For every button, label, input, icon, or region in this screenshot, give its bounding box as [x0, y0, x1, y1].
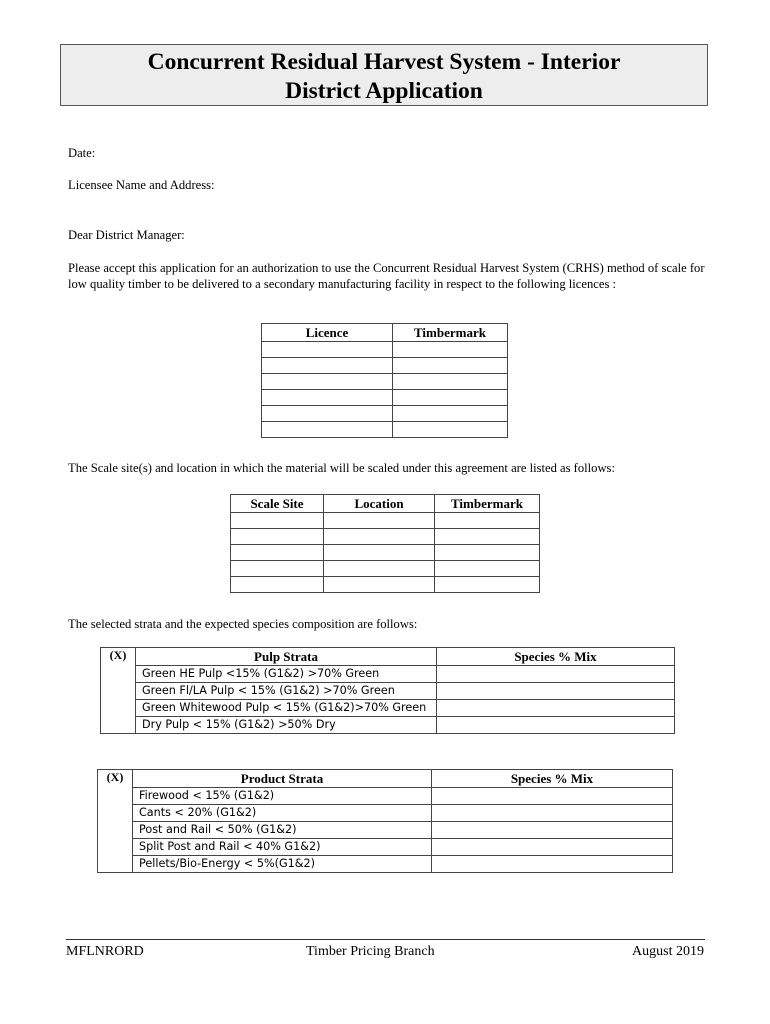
species-mix-cell[interactable] [432, 856, 673, 873]
footer-left: MFLNRORD [66, 944, 144, 959]
table-row [262, 374, 508, 390]
scale-site-cell[interactable] [231, 545, 324, 561]
table-row [231, 577, 540, 593]
location-header: Location [324, 495, 435, 513]
strata-label: Firewood < 15% (G1&2) [133, 788, 432, 805]
species-mix-header: Species % Mix [432, 770, 673, 788]
location-cell[interactable] [324, 577, 435, 593]
document-title [60, 44, 708, 106]
strata-label: Cants < 20% (G1&2) [133, 805, 432, 822]
licence-cell[interactable] [262, 390, 393, 406]
scale-intro: The Scale site(s) and location in which the material will be scaled under this agreement are listed as follows: [68, 461, 615, 475]
timbermark-cell[interactable] [435, 561, 540, 577]
timbermark-header: Timbermark [393, 324, 508, 342]
table-row [262, 406, 508, 422]
pulp-strata-header: Pulp Strata [136, 648, 437, 666]
footer-right: August 2019 [632, 944, 704, 959]
species-mix-cell[interactable] [432, 805, 673, 822]
x-column-header: (X) [98, 770, 133, 873]
strata-label: Green HE Pulp <15% (G1&2) >70% Green [136, 666, 437, 683]
strata-intro: The selected strata and the expected species composition are follows: [68, 617, 418, 631]
table-row [101, 683, 675, 700]
species-mix-cell[interactable] [437, 717, 675, 734]
strata-label: Green Fl/LA Pulp < 15% (G1&2) >70% Green [136, 683, 437, 700]
table-row [98, 805, 673, 822]
location-cell[interactable] [324, 545, 435, 561]
table-row [101, 700, 675, 717]
scale-site-table [230, 494, 540, 593]
table-row [98, 788, 673, 805]
licence-cell[interactable] [262, 342, 393, 358]
table-row [262, 422, 508, 438]
strata-label: Green Whitewood Pulp < 15% (G1&2)>70% Green [136, 700, 437, 717]
species-mix-header: Species % Mix [437, 648, 675, 666]
date-label: Date: [68, 146, 96, 160]
table-row [262, 342, 508, 358]
table-row [101, 717, 675, 734]
table-row [98, 839, 673, 856]
timbermark-cell[interactable] [393, 374, 508, 390]
scale-site-cell[interactable] [231, 513, 324, 529]
table-row [231, 561, 540, 577]
scale-site-cell[interactable] [231, 577, 324, 593]
salutation: Dear District Manager: [68, 228, 185, 242]
strata-label: Pellets/Bio-Energy < 5%(G1&2) [133, 856, 432, 873]
pulp-strata-table [100, 647, 675, 734]
location-cell[interactable] [324, 561, 435, 577]
location-cell[interactable] [324, 513, 435, 529]
title-line-1: Concurrent Residual Harvest System - Interior [147, 49, 621, 75]
x-column-header: (X) [101, 648, 136, 734]
species-mix-cell[interactable] [437, 700, 675, 717]
timbermark-header: Timbermark [435, 495, 540, 513]
licence-cell[interactable] [262, 374, 393, 390]
table-row [231, 529, 540, 545]
strata-label: Dry Pulp < 15% (G1&2) >50% Dry [136, 717, 437, 734]
licence-cell[interactable] [262, 358, 393, 374]
timbermark-cell[interactable] [393, 422, 508, 438]
timbermark-cell[interactable] [435, 513, 540, 529]
table-row [101, 666, 675, 683]
species-mix-cell[interactable] [437, 666, 675, 683]
species-mix-cell[interactable] [432, 822, 673, 839]
table-row [231, 513, 540, 529]
table-row [262, 358, 508, 374]
species-mix-cell[interactable] [432, 788, 673, 805]
licensee-label: Licensee Name and Address: [68, 178, 215, 192]
footer-center: Timber Pricing Branch [306, 944, 435, 959]
table-row [98, 856, 673, 873]
strata-label: Split Post and Rail < 40% G1&2) [133, 839, 432, 856]
intro-paragraph: Please accept this application for an authorization to use the Concurrent Residual Harvest System (CRHS) method of scale for low quality timber to be delivered to a secondary manufacturing facility in respect to the following licences : [68, 261, 705, 291]
strata-label: Post and Rail < 50% (G1&2) [133, 822, 432, 839]
footer-divider [66, 939, 705, 940]
licence-table [261, 323, 508, 438]
location-cell[interactable] [324, 529, 435, 545]
table-row [262, 390, 508, 406]
timbermark-cell[interactable] [393, 342, 508, 358]
scale-site-cell[interactable] [231, 529, 324, 545]
product-strata-table [97, 769, 673, 873]
licence-header: Licence [262, 324, 393, 342]
licence-cell[interactable] [262, 422, 393, 438]
timbermark-cell[interactable] [435, 545, 540, 561]
timbermark-cell[interactable] [393, 390, 508, 406]
timbermark-cell[interactable] [393, 358, 508, 374]
licence-cell[interactable] [262, 406, 393, 422]
scale-site-header: Scale Site [231, 495, 324, 513]
species-mix-cell[interactable] [432, 839, 673, 856]
species-mix-cell[interactable] [437, 683, 675, 700]
product-strata-header: Product Strata [133, 770, 432, 788]
timbermark-cell[interactable] [435, 577, 540, 593]
table-row [231, 545, 540, 561]
title-line-2: District Application [285, 78, 483, 104]
timbermark-cell[interactable] [435, 529, 540, 545]
table-row [98, 822, 673, 839]
timbermark-cell[interactable] [393, 406, 508, 422]
scale-site-cell[interactable] [231, 561, 324, 577]
